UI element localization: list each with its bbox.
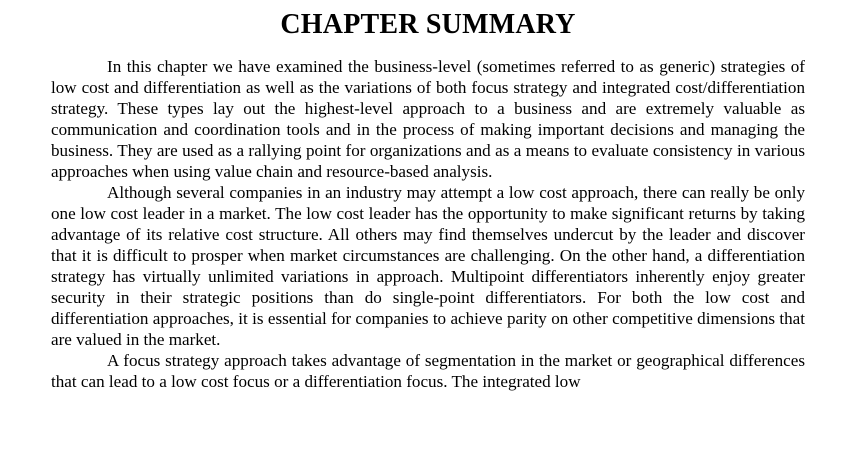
summary-paragraph-3: A focus strategy approach takes advantage of segmentation in the market or geographical differences that can lead to a low cost focus or a differentiation focus. The integrated low [51, 351, 805, 391]
summary-paragraph-1: In this chapter we have examined the business-level (sometimes referred to as generic) strategies of low cost and differentiation as well as the variations of both focus strategy and integrated cost/differentiation strategy. These types lay out the highest-level approach to a business and are extremely valuable as communication and coordination tools and in the process of making important decisions and managing the business. They are used as a rallying point for organizations and as a means to evaluate consistency in various approaches when using value chain and resource-based analysis. [51, 57, 805, 181]
document-page [51, 0, 805, 392]
summary-paragraph-2: Although several companies in an industry may attempt a low cost approach, there can really be only one low cost leader in a market. The low cost leader has the opportunity to make significant returns by taking advantage of its relative cost structure. All others may find themselves undercut by the leader and discover that it is difficult to prosper when market circumstances are challenging. On the other hand, a differentiation strategy has virtually unlimited variations in approach. Multipoint differentiators inherently enjoy greater security in their strategic positions than do single-point differentiators. For both the low cost and differentiation approaches, it is essential for companies to achieve parity on other competitive dimensions that are valued in the market. [51, 183, 805, 349]
page-title: CHAPTER SUMMARY [280, 9, 576, 40]
